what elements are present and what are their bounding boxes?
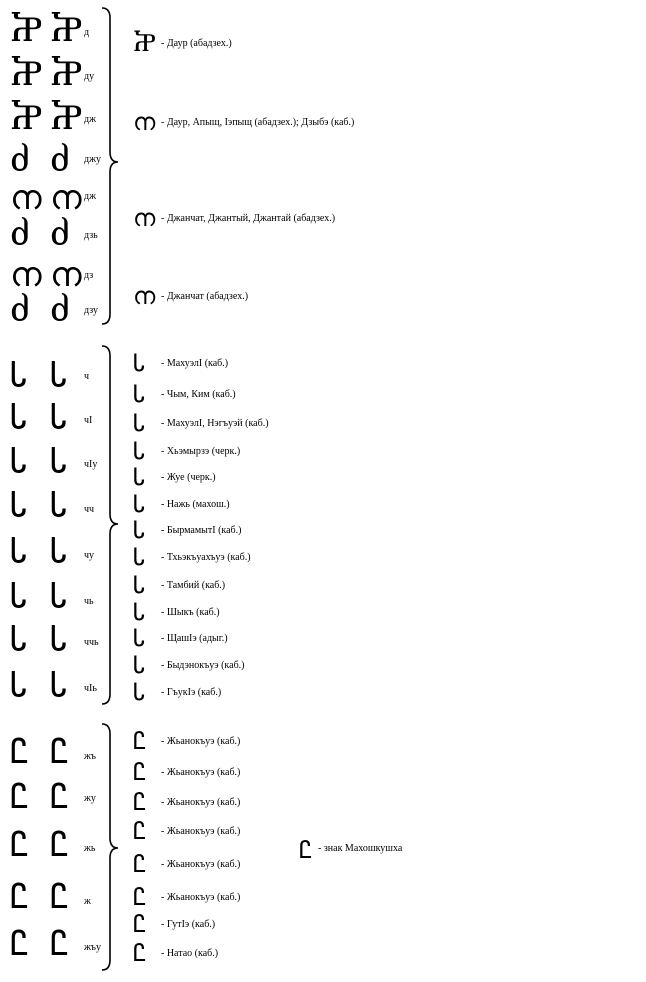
group1-row2-phoneme: ду bbox=[84, 71, 95, 82]
group1-row2-glyph-b: Ⴟ bbox=[50, 54, 83, 94]
group1-row5-glyph-a: ന bbox=[10, 178, 42, 218]
group1-row6-glyph-b: ძ bbox=[50, 214, 70, 254]
group3-row5-glyph-b: Ꮭ bbox=[50, 924, 70, 964]
group2-variant13-label: - ГъукIэ (каб.) bbox=[161, 687, 222, 698]
group2-row5-phoneme: чу bbox=[84, 550, 95, 561]
group3-row2-glyph-a: Ꮭ bbox=[10, 777, 30, 817]
group1-variant3-label: - Джанчат, Джантый, Джантай (абадзех.) bbox=[161, 213, 336, 224]
group2-variant2-glyph: Ꮣ bbox=[133, 380, 146, 408]
group1-variant3-glyph: ന bbox=[133, 204, 156, 232]
group1-row5-phoneme: дж bbox=[84, 191, 96, 202]
group2-variant11-glyph: Ꮣ bbox=[133, 624, 146, 652]
group2-variant1-glyph: Ꮣ bbox=[133, 349, 146, 377]
group2-row3-phoneme: чIу bbox=[84, 459, 98, 470]
group2-row4-phoneme: чч bbox=[84, 504, 95, 515]
group3-variant4-glyph: Ꮭ bbox=[133, 817, 147, 845]
group3-row4-glyph-b: Ꮭ bbox=[50, 877, 70, 917]
group2-variant3-glyph: Ꮣ bbox=[133, 409, 146, 437]
group3-row3-glyph-b: Ꮭ bbox=[50, 825, 70, 865]
group2-variant6-glyph: Ꮣ bbox=[133, 490, 146, 518]
group1-row6-glyph-a: ძ bbox=[10, 214, 30, 254]
group2-variant1-label: - МахуэлI (каб.) bbox=[161, 358, 229, 369]
group3-row4-phoneme: ж bbox=[84, 896, 91, 907]
group2-row8-phoneme: чIь bbox=[84, 683, 97, 694]
group1-row6-phoneme: дзь bbox=[84, 230, 98, 241]
group1-variant1-glyph: Ⴟ bbox=[133, 29, 156, 57]
group2-row2-phoneme: чI bbox=[84, 415, 93, 426]
group3-row3-glyph-a: Ꮭ bbox=[10, 825, 30, 865]
group3-variant1-glyph: Ꮭ bbox=[133, 727, 147, 755]
group1-row3-glyph-b: Ⴟ bbox=[50, 98, 83, 138]
group2-variant9-label: - Тамбий (каб.) bbox=[161, 580, 226, 591]
group1-row7-glyph-a: ന bbox=[10, 255, 42, 295]
group1-row2-glyph-a: Ⴟ bbox=[10, 54, 43, 94]
group1-row8-phoneme: дзу bbox=[84, 305, 98, 316]
group2-row7-phoneme: ччь bbox=[84, 637, 99, 648]
group1-row3-glyph-a: Ⴟ bbox=[10, 98, 43, 138]
group3-variant4-label: - Жьанокъуэ (каб.) bbox=[161, 826, 241, 837]
group2-variant2-label: - Чым, Ким (каб.) bbox=[161, 389, 236, 400]
group2-row8-glyph-a: Ꮣ bbox=[10, 665, 28, 705]
makhoshkushkha-sign-label: - знак Махошкушха bbox=[318, 843, 403, 854]
group1-variant1-label: - Даур (абадзех.) bbox=[161, 38, 232, 49]
group2-variant4-glyph: Ꮣ bbox=[133, 437, 146, 465]
group2-variant3-label: - МахуэлI, Нэгъуэй (каб.) bbox=[161, 418, 269, 429]
group2-row2-glyph-b: Ꮣ bbox=[50, 397, 68, 437]
group1-variant4-glyph: ന bbox=[133, 282, 156, 310]
group2-row4-glyph-a: Ꮣ bbox=[10, 485, 28, 525]
group2-variant8-label: - Тхьэкъуахъуэ (каб.) bbox=[161, 552, 251, 563]
group1-row7-glyph-b: ന bbox=[50, 255, 82, 295]
group3-variant3-label: - Жьанокъуэ (каб.) bbox=[161, 797, 241, 808]
group1-variant2-glyph: ന bbox=[133, 108, 156, 136]
group2-row4-glyph-b: Ꮣ bbox=[50, 485, 68, 525]
group2-variant9-glyph: Ꮣ bbox=[133, 571, 146, 599]
makhoshkushkha-sign-glyph: Ꮭ bbox=[299, 836, 313, 864]
group1-row4-glyph-b: ძ bbox=[50, 140, 70, 180]
group3-variant1-label: - Жьанокъуэ (каб.) bbox=[161, 736, 241, 747]
group2-variant4-label: - Хьэмырзэ (черк.) bbox=[161, 446, 241, 457]
group2-row6-glyph-b: Ꮣ bbox=[50, 576, 68, 616]
group3-row3-phoneme: жь bbox=[84, 843, 96, 854]
group3-variant7-glyph: Ꮭ bbox=[133, 910, 147, 938]
group2-row3-glyph-b: Ꮣ bbox=[50, 441, 68, 481]
group3-row2-glyph-b: Ꮭ bbox=[50, 777, 70, 817]
group1-row8-glyph-b: ძ bbox=[50, 290, 70, 330]
group1-row1-glyph-b: Ⴟ bbox=[50, 10, 83, 50]
group3-variant2-glyph: Ꮭ bbox=[133, 758, 147, 786]
group1-row7-phoneme: дз bbox=[84, 270, 94, 281]
group2-variant6-label: - Нажь (махош.) bbox=[161, 499, 230, 510]
group2-variant13-glyph: Ꮣ bbox=[133, 678, 146, 706]
group3-variant6-label: - Жьанокъуэ (каб.) bbox=[161, 892, 241, 903]
group3-row1-glyph-b: Ꮭ bbox=[50, 732, 70, 772]
group2-brace bbox=[100, 344, 124, 708]
group2-row7-glyph-b: Ꮣ bbox=[50, 619, 68, 659]
group2-variant5-label: - Жуе (черк.) bbox=[161, 472, 216, 483]
group2-variant5-glyph: Ꮣ bbox=[133, 463, 146, 491]
group3-variant5-label: - Жьанокъуэ (каб.) bbox=[161, 859, 241, 870]
group2-variant7-label: - БырмамытI (каб.) bbox=[161, 525, 242, 536]
group2-variant12-label: - Быдэнокъуэ (каб.) bbox=[161, 660, 245, 671]
group3-row5-glyph-a: Ꮭ bbox=[10, 924, 30, 964]
group1-variant4-label: - Джанчат (абадзех.) bbox=[161, 291, 249, 302]
group2-row1-glyph-b: Ꮣ bbox=[50, 355, 68, 395]
group1-row1-glyph-a: Ⴟ bbox=[10, 10, 43, 50]
group1-row8-glyph-a: ძ bbox=[10, 290, 30, 330]
group2-row6-glyph-a: Ꮣ bbox=[10, 576, 28, 616]
group3-row1-phoneme: жъ bbox=[84, 751, 96, 762]
group1-brace bbox=[100, 6, 124, 328]
group1-row1-phoneme: д bbox=[84, 27, 90, 38]
group2-row5-glyph-a: Ꮣ bbox=[10, 531, 28, 571]
group2-variant7-glyph: Ꮣ bbox=[133, 516, 146, 544]
group2-row2-glyph-a: Ꮣ bbox=[10, 397, 28, 437]
group3-variant8-glyph: Ꮭ bbox=[133, 939, 147, 967]
group2-variant12-glyph: Ꮣ bbox=[133, 651, 146, 679]
group3-row2-phoneme: жу bbox=[84, 793, 96, 804]
group2-row6-phoneme: чь bbox=[84, 596, 94, 607]
group2-row3-glyph-a: Ꮣ bbox=[10, 441, 28, 481]
group1-row4-phoneme: джу bbox=[84, 154, 101, 165]
group3-row5-phoneme: жъу bbox=[84, 942, 101, 953]
group3-row1-glyph-a: Ꮭ bbox=[10, 732, 30, 772]
group2-variant10-label: - Шыкъ (каб.) bbox=[161, 607, 220, 618]
group3-variant2-label: - Жьанокъуэ (каб.) bbox=[161, 767, 241, 778]
group2-row8-glyph-b: Ꮣ bbox=[50, 665, 68, 705]
group2-row5-glyph-b: Ꮣ bbox=[50, 531, 68, 571]
group1-row5-glyph-b: ന bbox=[50, 178, 82, 218]
group3-variant7-label: - ГутIэ (каб.) bbox=[161, 919, 216, 930]
group2-variant11-label: - ЩашIэ (адыг.) bbox=[161, 633, 228, 644]
group2-variant8-glyph: Ꮣ bbox=[133, 543, 146, 571]
group1-row4-glyph-a: ძ bbox=[10, 140, 30, 180]
group2-variant10-glyph: Ꮣ bbox=[133, 598, 146, 626]
group3-variant8-label: - Натао (каб.) bbox=[161, 948, 219, 959]
group1-variant2-label: - Даур, Апыщ, Iэпыщ (абадзех.); Дзыбэ (каб.) bbox=[161, 117, 355, 128]
group1-row3-phoneme: дж bbox=[84, 114, 96, 125]
group3-variant3-glyph: Ꮭ bbox=[133, 788, 147, 816]
group3-row4-glyph-a: Ꮭ bbox=[10, 877, 30, 917]
group3-brace bbox=[100, 722, 124, 974]
group2-row7-glyph-a: Ꮣ bbox=[10, 619, 28, 659]
group2-row1-phoneme: ч bbox=[84, 371, 90, 382]
group3-variant6-glyph: Ꮭ bbox=[133, 883, 147, 911]
group3-variant5-glyph: Ꮭ bbox=[133, 850, 147, 878]
group2-row1-glyph-a: Ꮣ bbox=[10, 355, 28, 395]
